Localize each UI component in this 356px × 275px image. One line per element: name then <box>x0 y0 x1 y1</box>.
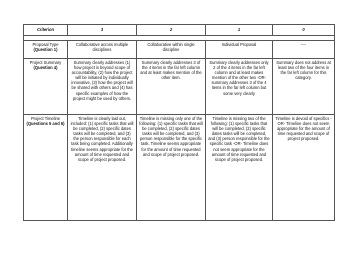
header-row <box>24 25 335 36</box>
criterion-question: (Questions 5 and 6) <box>26 121 65 127</box>
score-0-cell: Timeline is devoid of specifics -OR- Timeline does not seem appropriate for the amount of time requested and scope of project proposed. <box>273 115 335 221</box>
criterion-question: (Question 1) <box>33 47 58 53</box>
score-3-cell: Collaborative across multiple disciplines <box>68 41 137 59</box>
score-0-cell: ---- <box>273 41 335 59</box>
score-2-cell: Summary clearly addresses 3 of the 4 items in the far left column and at least makes mention of the other item. <box>137 59 206 115</box>
header-score-0: 0 <box>273 25 335 36</box>
header-criterion: Criterion <box>24 25 68 36</box>
criterion-cell <box>24 41 68 59</box>
table-row-project-summary <box>24 59 335 115</box>
criterion-cell <box>24 59 68 115</box>
score-1-cell: Individual Proposal <box>206 41 273 59</box>
criterion-name: Project Timeline <box>30 116 61 121</box>
table-row-proposal-type <box>24 41 335 59</box>
table-row-project-timeline <box>24 115 335 221</box>
score-1-cell: Timeline is missing two of the following: (1) specific tasks that will be completed, (2) specific dates tasks will be completed, and (3) person responsible for the specific task -OR- Timeline does not seem appropriate for the amount of time requested and scope of project proposed. <box>206 115 273 221</box>
score-2-cell: Timeline is missing only one of the following: (1) specific tasks that will be completed, (2) specific dates tasks will be completed, and (3) person responsible for the specific task. Timeline seems appropriate for the amount of time requested and scope of project proposed. <box>137 115 206 221</box>
score-2-cell: Collaborative within single discipline <box>137 41 206 59</box>
criterion-name: Proposal Type <box>32 42 59 47</box>
header-score-2: 2 <box>137 25 206 36</box>
criterion-name: Project Summary <box>29 60 62 65</box>
score-0-cell: Summary does not address at least two of the four items in the far left column for this category. <box>273 59 335 115</box>
header-score-3: 3 <box>68 25 137 36</box>
score-3-cell: Timeline is clearly laid out, included: (1) specific tasks that will be completed, (2) specific dates tasks will be completed, and (3) the person responsible for each task being completed. Additionally timeline seems appropriate for the amount of time requested and scope of project proposed. <box>68 115 137 221</box>
rubric-table <box>23 24 335 221</box>
score-3-cell: Summary clearly addresses (1) how project is beyond scope of accountability, (2) how the project will be initiated by individually innovative, (3) how the project will be shared with others and (4) has specific examples of how the project might be used by others. <box>68 59 137 115</box>
header-score-1: 1 <box>206 25 273 36</box>
criterion-question: (Question 4) <box>33 65 58 71</box>
criterion-cell <box>24 115 68 221</box>
score-1-cell: Summary clearly addresses only 2 of the 4 items in the far left column and at least makes mention of the other two -OR- summary addresses 3 of the 4 items in the far left column but some very clearly <box>206 59 273 115</box>
